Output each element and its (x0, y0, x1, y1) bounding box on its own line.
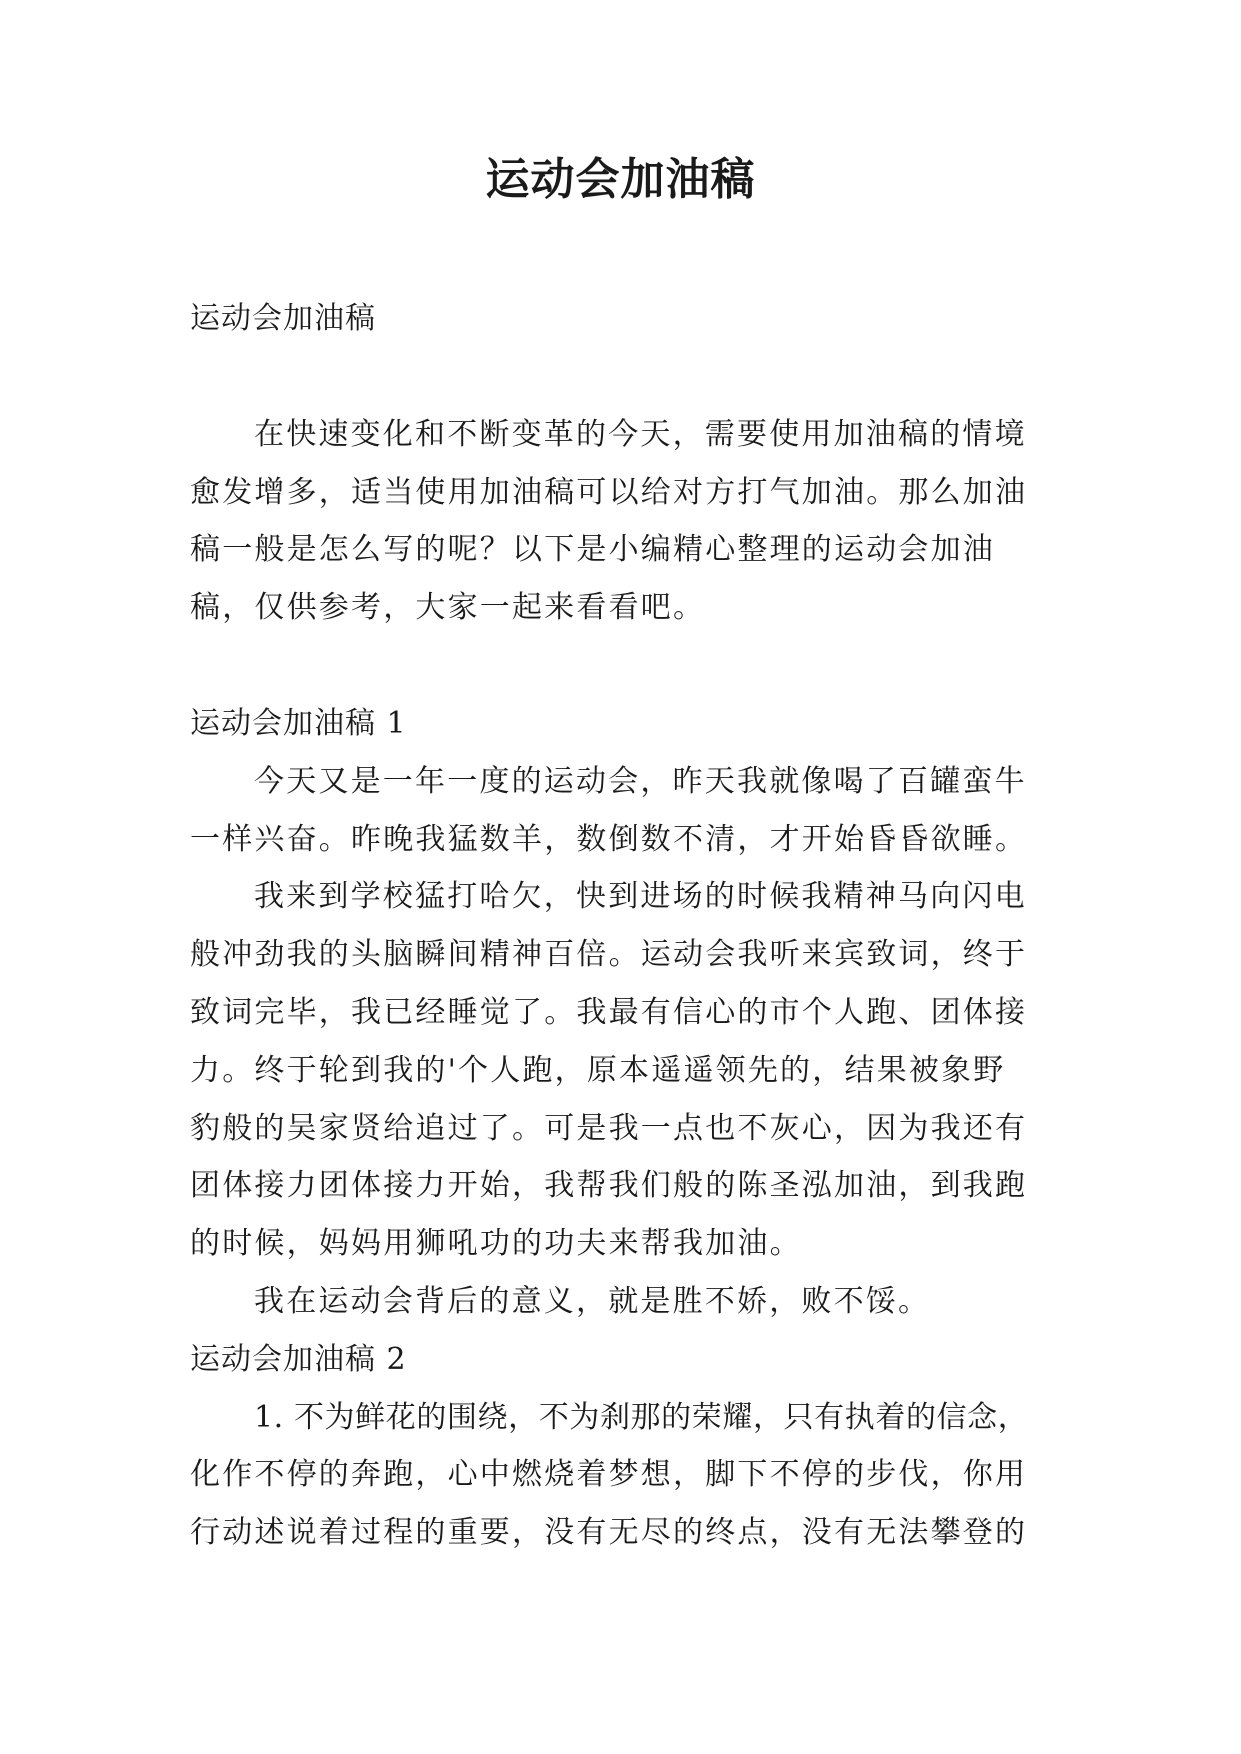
section-2-heading: 运动会加油稿 2 (190, 1341, 407, 1377)
section-1-line: 一样兴奋。昨晚我猛数羊，数倒数不清，才开始昏昏欲睡。 (190, 821, 1028, 857)
section-2-line: 行动述说着过程的重要，没有无尽的终点，没有无法攀登的 (190, 1515, 1028, 1551)
section-1-line: 力。终于轮到我的'个人跑，原本遥遥领先的，结果被象野 (190, 1052, 1006, 1088)
section-1-line: 我来到学校猛打哈欠，快到进场的时候我精神马向闪电 (254, 879, 1027, 915)
section-1-line: 的时候，妈妈用狮吼功的功夫来帮我加油。 (190, 1226, 802, 1262)
intro-line: 在快速变化和不断变革的今天，需要使用加油稿的情境 (254, 416, 1027, 452)
intro-line: 稿一般是怎么写的呢？以下是小编精心整理的运动会加油 (190, 532, 995, 568)
section-1-line: 今天又是一年一度的运动会，昨天我就像喝了百罐蛮牛 (254, 763, 1027, 799)
intro-line: 愈发增多，适当使用加油稿可以给对方打气加油。那么加油 (190, 474, 1028, 510)
spacer (190, 348, 1060, 406)
section-2-line: 1. 不为鲜花的围绕，不为刹那的荣耀，只有执着的信念， (254, 1399, 1029, 1435)
document-title: 运动会加油稿 (485, 154, 756, 205)
document-body (190, 290, 1060, 1562)
spacer (190, 637, 1060, 695)
section-2-line: 化作不停的奔跑，心中燃烧着梦想，脚下不停的步伐，你用 (190, 1457, 1028, 1493)
section-1-heading: 运动会加油稿 1 (190, 705, 407, 741)
section-1-line: 般冲劲我的头脑瞬间精神百倍。运动会我听来宾致词，终于 (190, 937, 1028, 973)
section-1-line: 豹般的吴家贤给追过了。可是我一点也不灰心，因为我还有 (190, 1110, 1028, 1146)
subtitle: 运动会加油稿 (190, 301, 376, 336)
section-1-line: 我在运动会背后的意义，就是胜不娇，败不馁。 (254, 1283, 931, 1319)
intro-line: 稿，仅供参考，大家一起来看看吧。 (190, 590, 706, 626)
section-1-line: 致词完毕，我已经睡觉了。我最有信心的市个人跑、团体接 (190, 994, 1028, 1030)
section-1-line: 团体接力团体接力开始，我帮我们般的陈圣泓加油，到我跑 (190, 1168, 1028, 1204)
